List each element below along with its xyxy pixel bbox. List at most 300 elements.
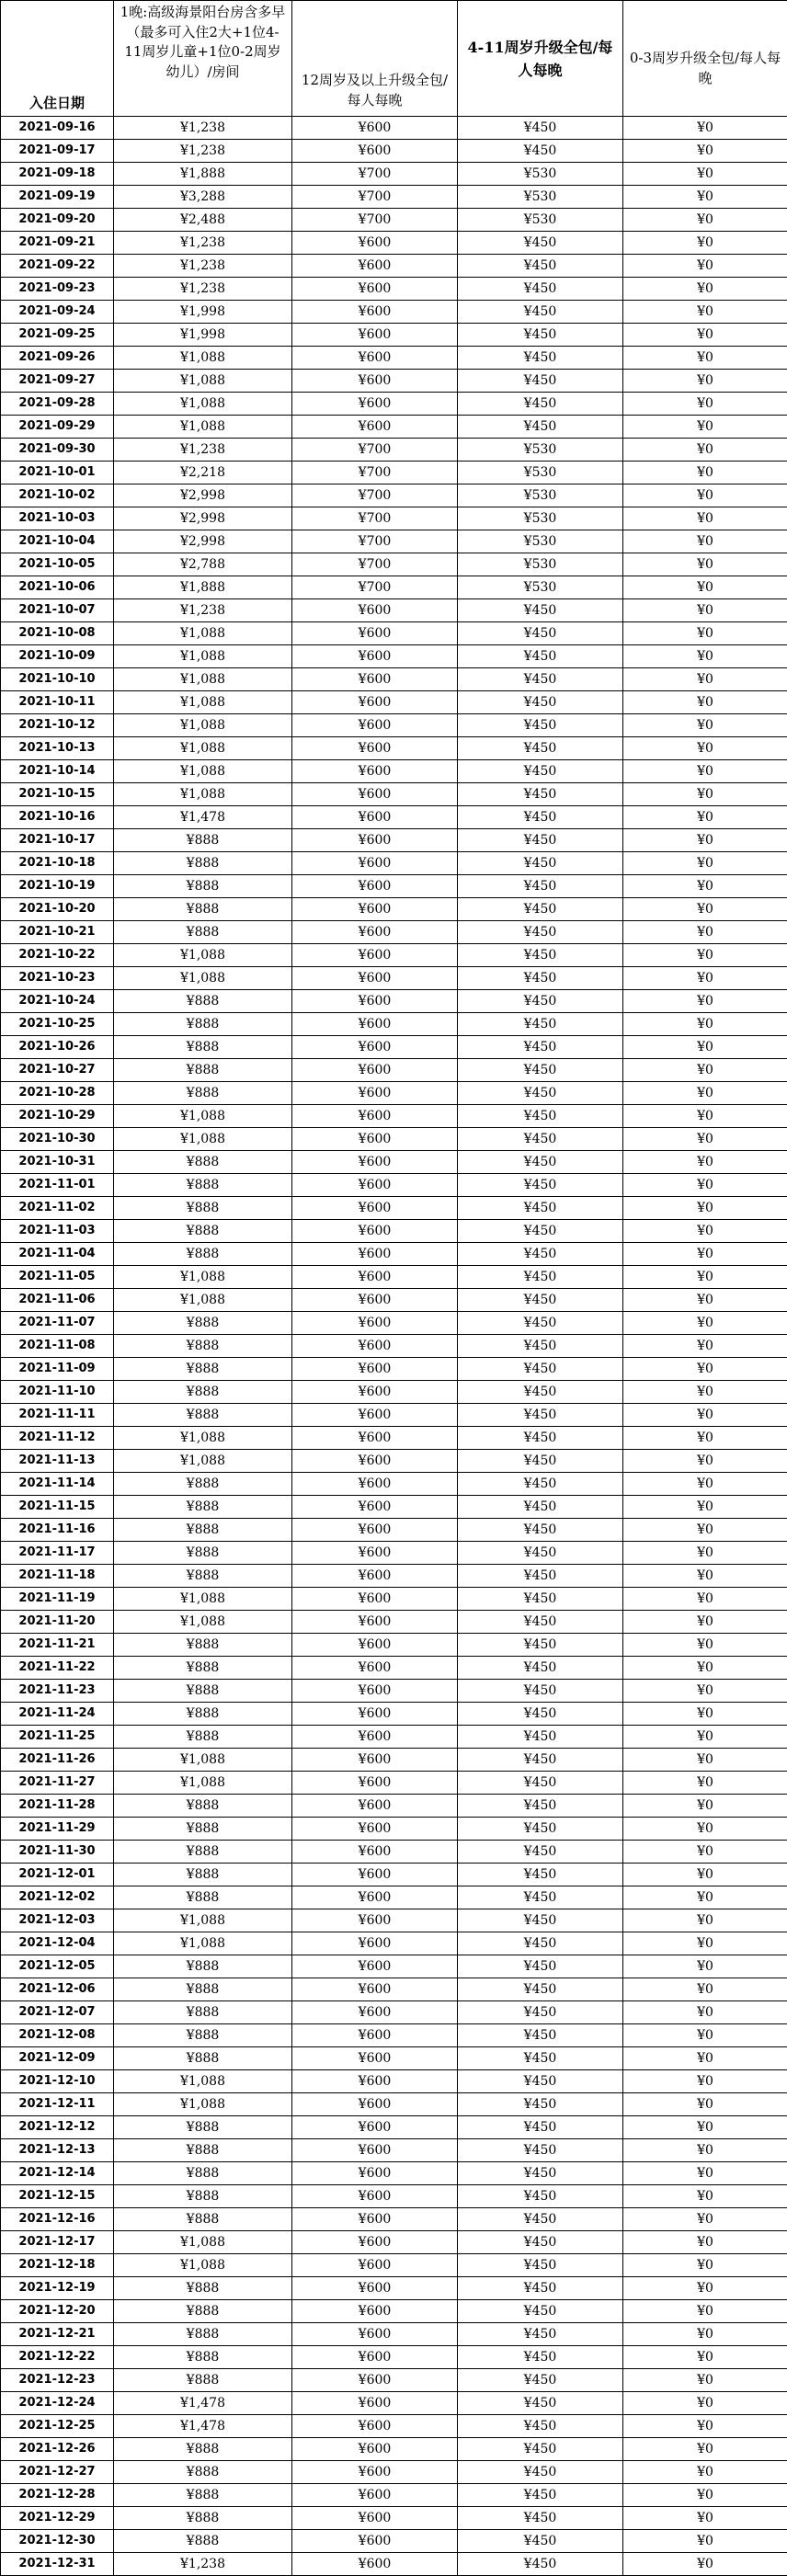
checkin-date-cell: 2021-10-20 — [1, 898, 114, 921]
header-infant-upgrade: 0-3周岁升级全包/每人每晚 — [623, 1, 787, 117]
room-price-cell: ¥888 — [114, 2024, 292, 2047]
room-price-cell: ¥3,288 — [114, 186, 292, 209]
checkin-date-cell: 2021-12-22 — [1, 2346, 114, 2369]
child-upgrade-cell: ¥450 — [458, 2070, 623, 2093]
child-upgrade-cell: ¥450 — [458, 1174, 623, 1197]
infant-upgrade-cell: ¥0 — [623, 462, 787, 484]
infant-upgrade-cell: ¥0 — [623, 117, 787, 140]
infant-upgrade-cell: ¥0 — [623, 232, 787, 255]
room-price-cell: ¥888 — [114, 2277, 292, 2300]
adult-upgrade-cell: ¥600 — [292, 875, 458, 898]
infant-upgrade-cell: ¥0 — [623, 2484, 787, 2507]
room-price-cell: ¥1,088 — [114, 1450, 292, 1473]
room-price-cell: ¥888 — [114, 2484, 292, 2507]
adult-upgrade-cell: ¥700 — [292, 439, 458, 462]
adult-upgrade-cell: ¥600 — [292, 829, 458, 852]
checkin-date-cell: 2021-12-18 — [1, 2254, 114, 2277]
table-row — [1, 2277, 787, 2300]
adult-upgrade-cell: ¥600 — [292, 1588, 458, 1611]
adult-upgrade-cell: ¥600 — [292, 1749, 458, 1772]
room-price-cell: ¥888 — [114, 1358, 292, 1381]
table-row — [1, 2461, 787, 2484]
adult-upgrade-cell: ¥600 — [292, 714, 458, 737]
room-price-cell: ¥1,088 — [114, 622, 292, 645]
table-row — [1, 1955, 787, 1978]
table-row — [1, 1082, 787, 1105]
infant-upgrade-cell: ¥0 — [623, 622, 787, 645]
checkin-date-cell: 2021-09-24 — [1, 301, 114, 324]
room-price-cell: ¥888 — [114, 1657, 292, 1680]
room-price-cell: ¥1,238 — [114, 2553, 292, 2576]
child-upgrade-cell: ¥450 — [458, 2461, 623, 2484]
adult-upgrade-cell: ¥600 — [292, 668, 458, 691]
checkin-date-cell: 2021-10-24 — [1, 990, 114, 1013]
child-upgrade-cell: ¥450 — [458, 1450, 623, 1473]
checkin-date-cell: 2021-12-20 — [1, 2300, 114, 2323]
table-row — [1, 599, 787, 622]
checkin-date-cell: 2021-11-05 — [1, 1266, 114, 1289]
checkin-date-cell: 2021-11-01 — [1, 1174, 114, 1197]
adult-upgrade-cell: ¥600 — [292, 370, 458, 393]
child-upgrade-cell: ¥450 — [458, 1519, 623, 1542]
table-row — [1, 462, 787, 484]
table-row — [1, 2553, 787, 2576]
checkin-date-cell: 2021-11-04 — [1, 1243, 114, 1266]
child-upgrade-cell: ¥450 — [458, 2438, 623, 2461]
checkin-date-cell: 2021-11-02 — [1, 1197, 114, 1220]
infant-upgrade-cell: ¥0 — [623, 2530, 787, 2553]
adult-upgrade-cell: ¥600 — [292, 1955, 458, 1978]
infant-upgrade-cell: ¥0 — [623, 1795, 787, 1818]
checkin-date-cell: 2021-11-10 — [1, 1381, 114, 1404]
infant-upgrade-cell: ¥0 — [623, 324, 787, 347]
infant-upgrade-cell: ¥0 — [623, 2300, 787, 2323]
room-price-cell: ¥888 — [114, 2139, 292, 2162]
infant-upgrade-cell: ¥0 — [623, 1197, 787, 1220]
adult-upgrade-cell: ¥600 — [292, 347, 458, 370]
room-price-cell: ¥1,088 — [114, 416, 292, 439]
child-upgrade-cell: ¥450 — [458, 898, 623, 921]
checkin-date-cell: 2021-11-06 — [1, 1289, 114, 1312]
adult-upgrade-cell: ¥600 — [292, 232, 458, 255]
adult-upgrade-cell: ¥600 — [292, 1611, 458, 1634]
infant-upgrade-cell: ¥0 — [623, 278, 787, 301]
adult-upgrade-cell: ¥600 — [292, 1197, 458, 1220]
infant-upgrade-cell: ¥0 — [623, 2231, 787, 2254]
checkin-date-cell: 2021-10-05 — [1, 553, 114, 576]
room-price-cell: ¥888 — [114, 2208, 292, 2231]
adult-upgrade-cell: ¥600 — [292, 1496, 458, 1519]
checkin-date-cell: 2021-10-29 — [1, 1105, 114, 1128]
table-row — [1, 2001, 787, 2024]
checkin-date-cell: 2021-12-19 — [1, 2277, 114, 2300]
room-price-cell: ¥888 — [114, 1036, 292, 1059]
infant-upgrade-cell: ¥0 — [623, 2553, 787, 2576]
room-price-cell: ¥888 — [114, 2369, 292, 2392]
infant-upgrade-cell: ¥0 — [623, 1932, 787, 1955]
room-price-cell: ¥1,088 — [114, 1932, 292, 1955]
adult-upgrade-cell: ¥600 — [292, 278, 458, 301]
room-price-cell: ¥888 — [114, 1381, 292, 1404]
adult-upgrade-cell: ¥600 — [292, 645, 458, 668]
child-upgrade-cell: ¥450 — [458, 1565, 623, 1588]
child-upgrade-cell: ¥450 — [458, 1542, 623, 1565]
child-upgrade-cell: ¥450 — [458, 1726, 623, 1749]
infant-upgrade-cell: ¥0 — [623, 990, 787, 1013]
child-upgrade-cell: ¥450 — [458, 370, 623, 393]
room-price-cell: ¥1,088 — [114, 1427, 292, 1450]
room-price-cell: ¥1,088 — [114, 944, 292, 967]
checkin-date-cell: 2021-09-28 — [1, 393, 114, 416]
adult-upgrade-cell: ¥700 — [292, 209, 458, 232]
checkin-date-cell: 2021-11-12 — [1, 1427, 114, 1450]
room-price-cell: ¥2,998 — [114, 484, 292, 507]
checkin-date-cell: 2021-12-13 — [1, 2139, 114, 2162]
adult-upgrade-cell: ¥600 — [292, 1657, 458, 1680]
child-upgrade-cell: ¥450 — [458, 645, 623, 668]
adult-upgrade-cell: ¥600 — [292, 1795, 458, 1818]
adult-upgrade-cell: ¥600 — [292, 2530, 458, 2553]
room-price-cell: ¥888 — [114, 990, 292, 1013]
checkin-date-cell: 2021-11-13 — [1, 1450, 114, 1473]
table-row — [1, 2093, 787, 2116]
infant-upgrade-cell: ¥0 — [623, 2323, 787, 2346]
adult-upgrade-cell: ¥600 — [292, 2415, 458, 2438]
adult-upgrade-cell: ¥600 — [292, 1864, 458, 1886]
child-upgrade-cell: ¥450 — [458, 2047, 623, 2070]
table-body — [1, 117, 787, 2576]
infant-upgrade-cell: ¥0 — [623, 1473, 787, 1496]
infant-upgrade-cell: ¥0 — [623, 484, 787, 507]
child-upgrade-cell: ¥450 — [458, 2093, 623, 2116]
child-upgrade-cell: ¥450 — [458, 232, 623, 255]
infant-upgrade-cell: ¥0 — [623, 2070, 787, 2093]
room-price-cell: ¥888 — [114, 1818, 292, 1841]
child-upgrade-cell: ¥450 — [458, 1243, 623, 1266]
checkin-date-cell: 2021-11-22 — [1, 1657, 114, 1680]
room-price-cell: ¥1,238 — [114, 278, 292, 301]
infant-upgrade-cell: ¥0 — [623, 714, 787, 737]
child-upgrade-cell: ¥450 — [458, 829, 623, 852]
room-price-cell: ¥1,088 — [114, 1128, 292, 1151]
child-upgrade-cell: ¥450 — [458, 1266, 623, 1289]
room-price-cell: ¥888 — [114, 1565, 292, 1588]
table-row — [1, 278, 787, 301]
infant-upgrade-cell: ¥0 — [623, 1542, 787, 1565]
table-row — [1, 921, 787, 944]
adult-upgrade-cell: ¥600 — [292, 1128, 458, 1151]
child-upgrade-cell: ¥450 — [458, 1680, 623, 1703]
infant-upgrade-cell: ¥0 — [623, 2024, 787, 2047]
room-price-cell: ¥888 — [114, 1473, 292, 1496]
child-upgrade-cell: ¥530 — [458, 439, 623, 462]
child-upgrade-cell: ¥450 — [458, 2346, 623, 2369]
checkin-date-cell: 2021-09-17 — [1, 140, 114, 163]
adult-upgrade-cell: ¥600 — [292, 1703, 458, 1726]
adult-upgrade-cell: ¥600 — [292, 990, 458, 1013]
table-row — [1, 2530, 787, 2553]
infant-upgrade-cell: ¥0 — [623, 1680, 787, 1703]
child-upgrade-cell: ¥450 — [458, 347, 623, 370]
room-price-cell: ¥888 — [114, 2300, 292, 2323]
checkin-date-cell: 2021-09-26 — [1, 347, 114, 370]
child-upgrade-cell: ¥450 — [458, 1289, 623, 1312]
child-upgrade-cell: ¥530 — [458, 507, 623, 530]
infant-upgrade-cell: ¥0 — [623, 783, 787, 806]
adult-upgrade-cell: ¥600 — [292, 2369, 458, 2392]
checkin-date-cell: 2021-11-07 — [1, 1312, 114, 1335]
table-row — [1, 760, 787, 783]
checkin-date-cell: 2021-09-19 — [1, 186, 114, 209]
child-upgrade-cell: ¥450 — [458, 393, 623, 416]
child-upgrade-cell: ¥530 — [458, 553, 623, 576]
infant-upgrade-cell: ¥0 — [623, 1450, 787, 1473]
child-upgrade-cell: ¥450 — [458, 2323, 623, 2346]
table-row — [1, 370, 787, 393]
child-upgrade-cell: ¥450 — [458, 967, 623, 990]
adult-upgrade-cell: ¥600 — [292, 2277, 458, 2300]
table-row — [1, 2300, 787, 2323]
adult-upgrade-cell: ¥600 — [292, 2438, 458, 2461]
room-price-cell: ¥888 — [114, 1795, 292, 1818]
table-row — [1, 1266, 787, 1289]
infant-upgrade-cell: ¥0 — [623, 576, 787, 599]
table-row — [1, 1542, 787, 1565]
checkin-date-cell: 2021-12-06 — [1, 1978, 114, 2001]
checkin-date-cell: 2021-09-20 — [1, 209, 114, 232]
header-adult-upgrade: 12周岁及以上升级全包/每人每晚 — [292, 1, 458, 117]
table-row — [1, 1243, 787, 1266]
child-upgrade-cell: ¥450 — [458, 714, 623, 737]
checkin-date-cell: 2021-10-23 — [1, 967, 114, 990]
adult-upgrade-cell: ¥700 — [292, 484, 458, 507]
child-upgrade-cell: ¥530 — [458, 576, 623, 599]
room-price-cell: ¥888 — [114, 921, 292, 944]
adult-upgrade-cell: ¥600 — [292, 599, 458, 622]
adult-upgrade-cell: ¥600 — [292, 2254, 458, 2277]
child-upgrade-cell: ¥530 — [458, 484, 623, 507]
infant-upgrade-cell: ¥0 — [623, 1978, 787, 2001]
room-price-cell: ¥1,088 — [114, 347, 292, 370]
room-price-cell: ¥2,218 — [114, 462, 292, 484]
infant-upgrade-cell: ¥0 — [623, 553, 787, 576]
infant-upgrade-cell: ¥0 — [623, 1358, 787, 1381]
table-row — [1, 1978, 787, 2001]
table-row — [1, 2438, 787, 2461]
child-upgrade-cell: ¥530 — [458, 530, 623, 553]
table-row — [1, 714, 787, 737]
checkin-date-cell: 2021-10-10 — [1, 668, 114, 691]
child-upgrade-cell: ¥450 — [458, 1772, 623, 1795]
checkin-date-cell: 2021-10-28 — [1, 1082, 114, 1105]
table-row — [1, 1818, 787, 1841]
checkin-date-cell: 2021-10-02 — [1, 484, 114, 507]
room-price-cell: ¥888 — [114, 852, 292, 875]
child-upgrade-cell: ¥450 — [458, 2507, 623, 2530]
table-row — [1, 553, 787, 576]
table-row — [1, 2024, 787, 2047]
child-upgrade-cell: ¥450 — [458, 1335, 623, 1358]
room-price-cell: ¥888 — [114, 1955, 292, 1978]
checkin-date-cell: 2021-12-27 — [1, 2461, 114, 2484]
table-row — [1, 1588, 787, 1611]
room-price-cell: ¥1,238 — [114, 599, 292, 622]
table-row — [1, 1519, 787, 1542]
room-price-cell: ¥888 — [114, 1059, 292, 1082]
checkin-date-cell: 2021-12-05 — [1, 1955, 114, 1978]
checkin-date-cell: 2021-09-29 — [1, 416, 114, 439]
adult-upgrade-cell: ¥600 — [292, 324, 458, 347]
adult-upgrade-cell: ¥600 — [292, 737, 458, 760]
room-price-cell: ¥888 — [114, 1013, 292, 1036]
room-price-cell: ¥888 — [114, 2116, 292, 2139]
adult-upgrade-cell: ¥600 — [292, 1886, 458, 1909]
checkin-date-cell: 2021-10-04 — [1, 530, 114, 553]
room-price-cell: ¥888 — [114, 1886, 292, 1909]
checkin-date-cell: 2021-10-22 — [1, 944, 114, 967]
table-row — [1, 898, 787, 921]
checkin-date-cell: 2021-12-16 — [1, 2208, 114, 2231]
infant-upgrade-cell: ¥0 — [623, 186, 787, 209]
infant-upgrade-cell: ¥0 — [623, 1955, 787, 1978]
table-row — [1, 875, 787, 898]
table-row — [1, 737, 787, 760]
infant-upgrade-cell: ¥0 — [623, 1841, 787, 1864]
child-upgrade-cell: ¥450 — [458, 691, 623, 714]
adult-upgrade-cell: ¥600 — [292, 2139, 458, 2162]
infant-upgrade-cell: ¥0 — [623, 1059, 787, 1082]
table-row — [1, 2392, 787, 2415]
table-row — [1, 1703, 787, 1726]
checkin-date-cell: 2021-09-27 — [1, 370, 114, 393]
infant-upgrade-cell: ¥0 — [623, 1082, 787, 1105]
table-row — [1, 1358, 787, 1381]
child-upgrade-cell: ¥450 — [458, 1955, 623, 1978]
child-upgrade-cell: ¥450 — [458, 278, 623, 301]
room-price-cell: ¥1,088 — [114, 668, 292, 691]
child-upgrade-cell: ¥450 — [458, 1749, 623, 1772]
child-upgrade-cell: ¥450 — [458, 1312, 623, 1335]
checkin-date-cell: 2021-10-14 — [1, 760, 114, 783]
table-row — [1, 645, 787, 668]
child-upgrade-cell: ¥450 — [458, 255, 623, 278]
infant-upgrade-cell: ¥0 — [623, 1886, 787, 1909]
table-row — [1, 806, 787, 829]
infant-upgrade-cell: ¥0 — [623, 737, 787, 760]
child-upgrade-cell: ¥450 — [458, 1105, 623, 1128]
table-row — [1, 990, 787, 1013]
child-upgrade-cell: ¥450 — [458, 2024, 623, 2047]
checkin-date-cell: 2021-12-12 — [1, 2116, 114, 2139]
checkin-date-cell: 2021-11-18 — [1, 1565, 114, 1588]
adult-upgrade-cell: ¥600 — [292, 1427, 458, 1450]
adult-upgrade-cell: ¥600 — [292, 416, 458, 439]
table-row — [1, 255, 787, 278]
child-upgrade-cell: ¥450 — [458, 1932, 623, 1955]
checkin-date-cell: 2021-11-20 — [1, 1611, 114, 1634]
table-row — [1, 140, 787, 163]
table-row — [1, 324, 787, 347]
room-price-cell: ¥1,238 — [114, 439, 292, 462]
infant-upgrade-cell: ¥0 — [623, 1864, 787, 1886]
child-upgrade-cell: ¥450 — [458, 1036, 623, 1059]
child-upgrade-cell: ¥450 — [458, 1634, 623, 1657]
checkin-date-cell: 2021-11-15 — [1, 1496, 114, 1519]
checkin-date-cell: 2021-10-11 — [1, 691, 114, 714]
infant-upgrade-cell: ¥0 — [623, 691, 787, 714]
infant-upgrade-cell: ¥0 — [623, 370, 787, 393]
child-upgrade-cell: ¥450 — [458, 1978, 623, 2001]
checkin-date-cell: 2021-10-12 — [1, 714, 114, 737]
table-row — [1, 944, 787, 967]
header-child-upgrade: 4-11周岁升级全包/每人每晚 — [458, 1, 623, 117]
table-row — [1, 622, 787, 645]
infant-upgrade-cell: ¥0 — [623, 140, 787, 163]
infant-upgrade-cell: ¥0 — [623, 2047, 787, 2070]
table-row — [1, 163, 787, 186]
infant-upgrade-cell: ¥0 — [623, 806, 787, 829]
table-row — [1, 2185, 787, 2208]
room-price-cell: ¥1,088 — [114, 1289, 292, 1312]
table-row — [1, 2162, 787, 2185]
table-row — [1, 1726, 787, 1749]
checkin-date-cell: 2021-11-17 — [1, 1542, 114, 1565]
room-price-cell: ¥1,088 — [114, 1105, 292, 1128]
infant-upgrade-cell: ¥0 — [623, 1703, 787, 1726]
child-upgrade-cell: ¥450 — [458, 1013, 623, 1036]
child-upgrade-cell: ¥450 — [458, 1795, 623, 1818]
adult-upgrade-cell: ¥700 — [292, 530, 458, 553]
adult-upgrade-cell: ¥600 — [292, 2323, 458, 2346]
child-upgrade-cell: ¥450 — [458, 2254, 623, 2277]
infant-upgrade-cell: ¥0 — [623, 1243, 787, 1266]
table-row — [1, 1611, 787, 1634]
infant-upgrade-cell: ¥0 — [623, 1496, 787, 1519]
checkin-date-cell: 2021-10-03 — [1, 507, 114, 530]
infant-upgrade-cell: ¥0 — [623, 2208, 787, 2231]
checkin-date-cell: 2021-12-24 — [1, 2392, 114, 2415]
room-price-cell: ¥888 — [114, 1680, 292, 1703]
infant-upgrade-cell: ¥0 — [623, 944, 787, 967]
infant-upgrade-cell: ¥0 — [623, 1772, 787, 1795]
table-row — [1, 2208, 787, 2231]
child-upgrade-cell: ¥450 — [458, 117, 623, 140]
child-upgrade-cell: ¥530 — [458, 209, 623, 232]
table-row — [1, 2369, 787, 2392]
checkin-date-cell: 2021-12-09 — [1, 2047, 114, 2070]
room-price-cell: ¥1,088 — [114, 2254, 292, 2277]
adult-upgrade-cell: ¥600 — [292, 140, 458, 163]
infant-upgrade-cell: ¥0 — [623, 1151, 787, 1174]
adult-upgrade-cell: ¥600 — [292, 1818, 458, 1841]
adult-upgrade-cell: ¥600 — [292, 1680, 458, 1703]
room-price-cell: ¥1,238 — [114, 255, 292, 278]
room-price-cell: ¥1,088 — [114, 370, 292, 393]
child-upgrade-cell: ¥450 — [458, 2369, 623, 2392]
infant-upgrade-cell: ¥0 — [623, 530, 787, 553]
child-upgrade-cell: ¥450 — [458, 1197, 623, 1220]
adult-upgrade-cell: ¥600 — [292, 255, 458, 278]
infant-upgrade-cell: ¥0 — [623, 1036, 787, 1059]
table-row — [1, 393, 787, 416]
table-row — [1, 1059, 787, 1082]
adult-upgrade-cell: ¥600 — [292, 967, 458, 990]
table-row — [1, 1473, 787, 1496]
infant-upgrade-cell: ¥0 — [623, 163, 787, 186]
adult-upgrade-cell: ¥600 — [292, 1381, 458, 1404]
room-price-cell: ¥1,478 — [114, 2415, 292, 2438]
room-price-cell: ¥1,238 — [114, 117, 292, 140]
